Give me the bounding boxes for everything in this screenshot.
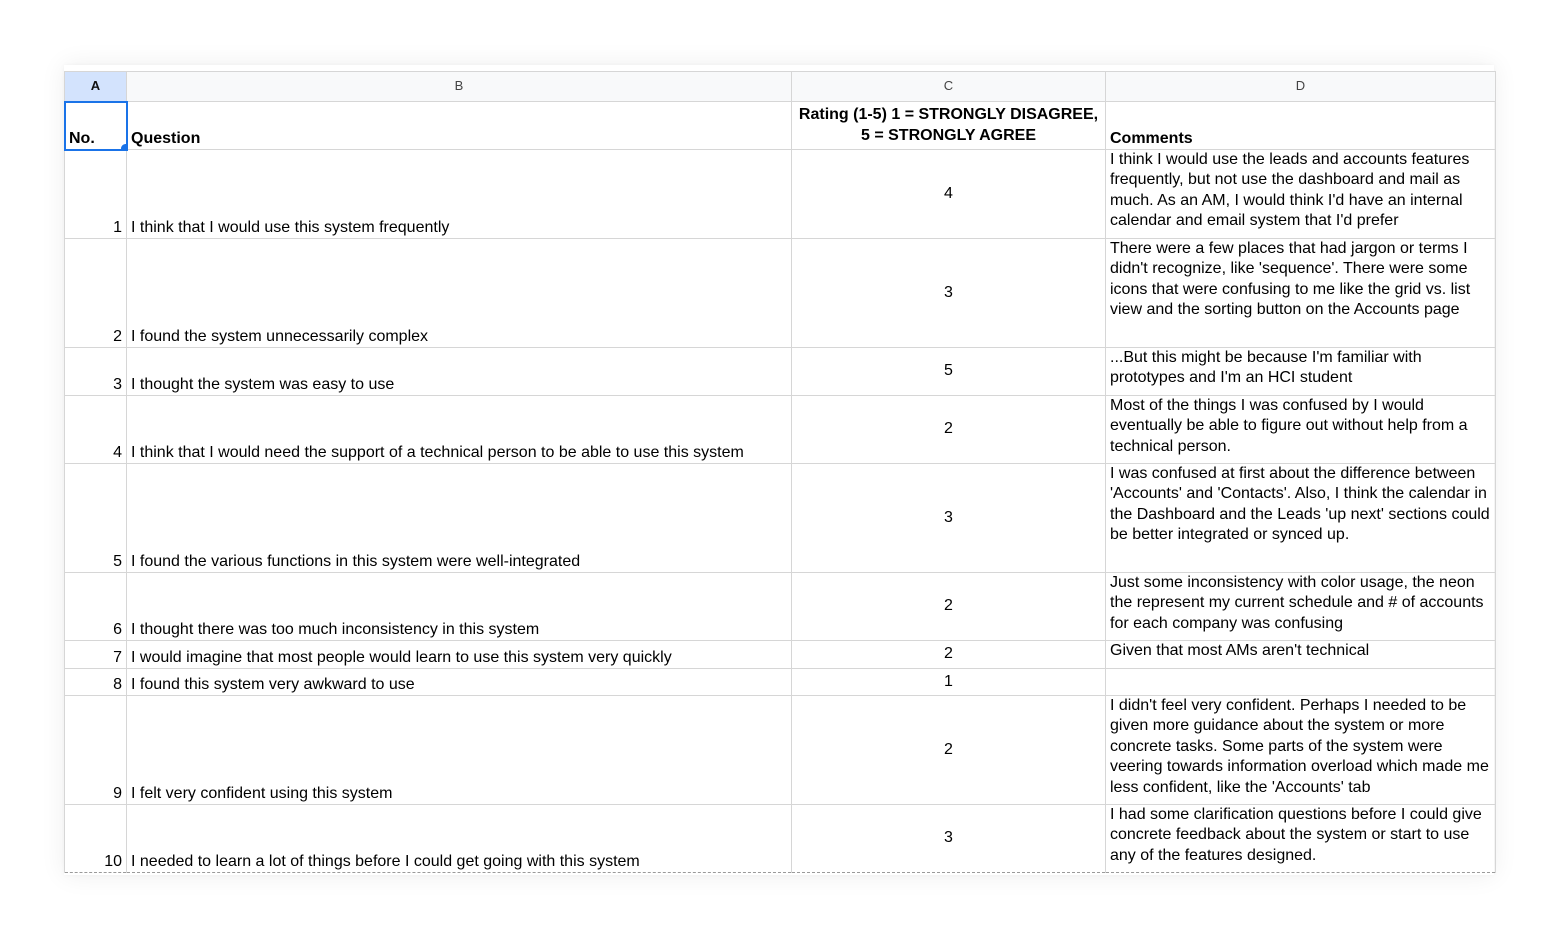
column-header-b[interactable]: B xyxy=(127,72,792,102)
cell-rating[interactable]: 3 xyxy=(792,464,1106,573)
table-row xyxy=(65,239,1496,348)
column-header-a[interactable]: A xyxy=(65,72,127,102)
cell-comment[interactable]: Just some inconsistency with color usage, the neon the represent my current schedule and # of accounts for each company was confusing xyxy=(1106,573,1496,641)
table-row xyxy=(65,396,1496,464)
cell-no[interactable]: 4 xyxy=(65,396,127,464)
cell-comment[interactable] xyxy=(1106,669,1496,696)
cell-rating[interactable]: 3 xyxy=(792,239,1106,348)
table-row xyxy=(65,348,1496,396)
cell-question[interactable]: I found the various functions in this system were well-integrated xyxy=(127,464,792,573)
column-header-d[interactable]: D xyxy=(1106,72,1496,102)
table-row xyxy=(65,464,1496,573)
cell-no[interactable]: 9 xyxy=(65,696,127,805)
cell-comment[interactable]: Given that most AMs aren't technical xyxy=(1106,641,1496,669)
cell-question[interactable]: I felt very confident using this system xyxy=(127,696,792,805)
cell-question[interactable]: I thought there was too much inconsistency in this system xyxy=(127,573,792,641)
cell-comment[interactable]: Most of the things I was confused by I would eventually be able to figure out without help from a technical person. xyxy=(1106,396,1496,464)
cell-header-question[interactable]: Question xyxy=(127,102,792,150)
cell-rating[interactable]: 1 xyxy=(792,669,1106,696)
table-row xyxy=(65,669,1496,696)
table-row xyxy=(65,805,1496,873)
cell-comment[interactable]: I think I would use the leads and accounts features frequently, but not use the dashboard and mail as much. As an AM, I would think I'd have an internal calendar and email system that I'd prefer xyxy=(1106,150,1496,239)
cell-comment[interactable]: I had some clarification questions before I could give concrete feedback about the system or start to use any of the features designed. xyxy=(1106,805,1496,873)
cell-rating[interactable]: 5 xyxy=(792,348,1106,396)
cell-rating[interactable]: 2 xyxy=(792,641,1106,669)
cell-question[interactable]: I thought the system was easy to use xyxy=(127,348,792,396)
cell-rating[interactable]: 2 xyxy=(792,396,1106,464)
cell-comment[interactable]: I didn't feel very confident. Perhaps I needed to be given more guidance about the system or more concrete tasks. Some parts of the system were veering towards information overload which made me less confident, like the 'Accounts' tab xyxy=(1106,696,1496,805)
cell-rating[interactable]: 2 xyxy=(792,573,1106,641)
column-header-c[interactable]: C xyxy=(792,72,1106,102)
spreadsheet-grid xyxy=(64,71,1496,873)
table-row xyxy=(65,696,1496,805)
cell-comment[interactable]: I was confused at first about the difference between 'Accounts' and 'Contacts'. Also, I think the calendar in the Dashboard and the Leads 'up next' sections could be better integrated or synced up. xyxy=(1106,464,1496,573)
cell-no[interactable]: 5 xyxy=(65,464,127,573)
cell-rating[interactable]: 2 xyxy=(792,696,1106,805)
fill-handle[interactable] xyxy=(120,143,127,150)
cell-question[interactable]: I found the system unnecessarily complex xyxy=(127,239,792,348)
cell-question[interactable]: I found this system very awkward to use xyxy=(127,669,792,696)
cell-comment[interactable]: There were a few places that had jargon or terms I didn't recognize, like 'sequence'. There were some icons that were confusing to me like the grid vs. list view and the sorting button on the Accounts page xyxy=(1106,239,1496,348)
table-row xyxy=(65,573,1496,641)
cell-question[interactable]: I think that I would need the support of a technical person to be able to use this system xyxy=(127,396,792,464)
column-header-row xyxy=(65,72,1496,102)
header-no-label: No. xyxy=(69,129,95,147)
cell-header-no[interactable] xyxy=(65,102,127,150)
cell-no[interactable]: 3 xyxy=(65,348,127,396)
cell-question[interactable]: I needed to learn a lot of things before I could get going with this system xyxy=(127,805,792,873)
table-row xyxy=(65,641,1496,669)
cell-no[interactable]: 1 xyxy=(65,150,127,239)
cell-question[interactable]: I would imagine that most people would learn to use this system very quickly xyxy=(127,641,792,669)
cell-question[interactable]: I think that I would use this system frequently xyxy=(127,150,792,239)
cell-rating[interactable]: 4 xyxy=(792,150,1106,239)
cell-rating[interactable]: 3 xyxy=(792,805,1106,873)
cell-no[interactable]: 10 xyxy=(65,805,127,873)
cell-header-comments[interactable]: Comments xyxy=(1106,102,1496,150)
table-header-row xyxy=(65,102,1496,150)
table-row xyxy=(65,150,1496,239)
cell-header-rating[interactable]: Rating (1-5) 1 = STRONGLY DISAGREE, 5 = STRONGLY AGREE xyxy=(792,102,1106,150)
cell-no[interactable]: 2 xyxy=(65,239,127,348)
cell-no[interactable]: 7 xyxy=(65,641,127,669)
cell-no[interactable]: 6 xyxy=(65,573,127,641)
cell-comment[interactable]: ...But this might be because I'm familiar with prototypes and I'm an HCI student xyxy=(1106,348,1496,396)
cell-no[interactable]: 8 xyxy=(65,669,127,696)
